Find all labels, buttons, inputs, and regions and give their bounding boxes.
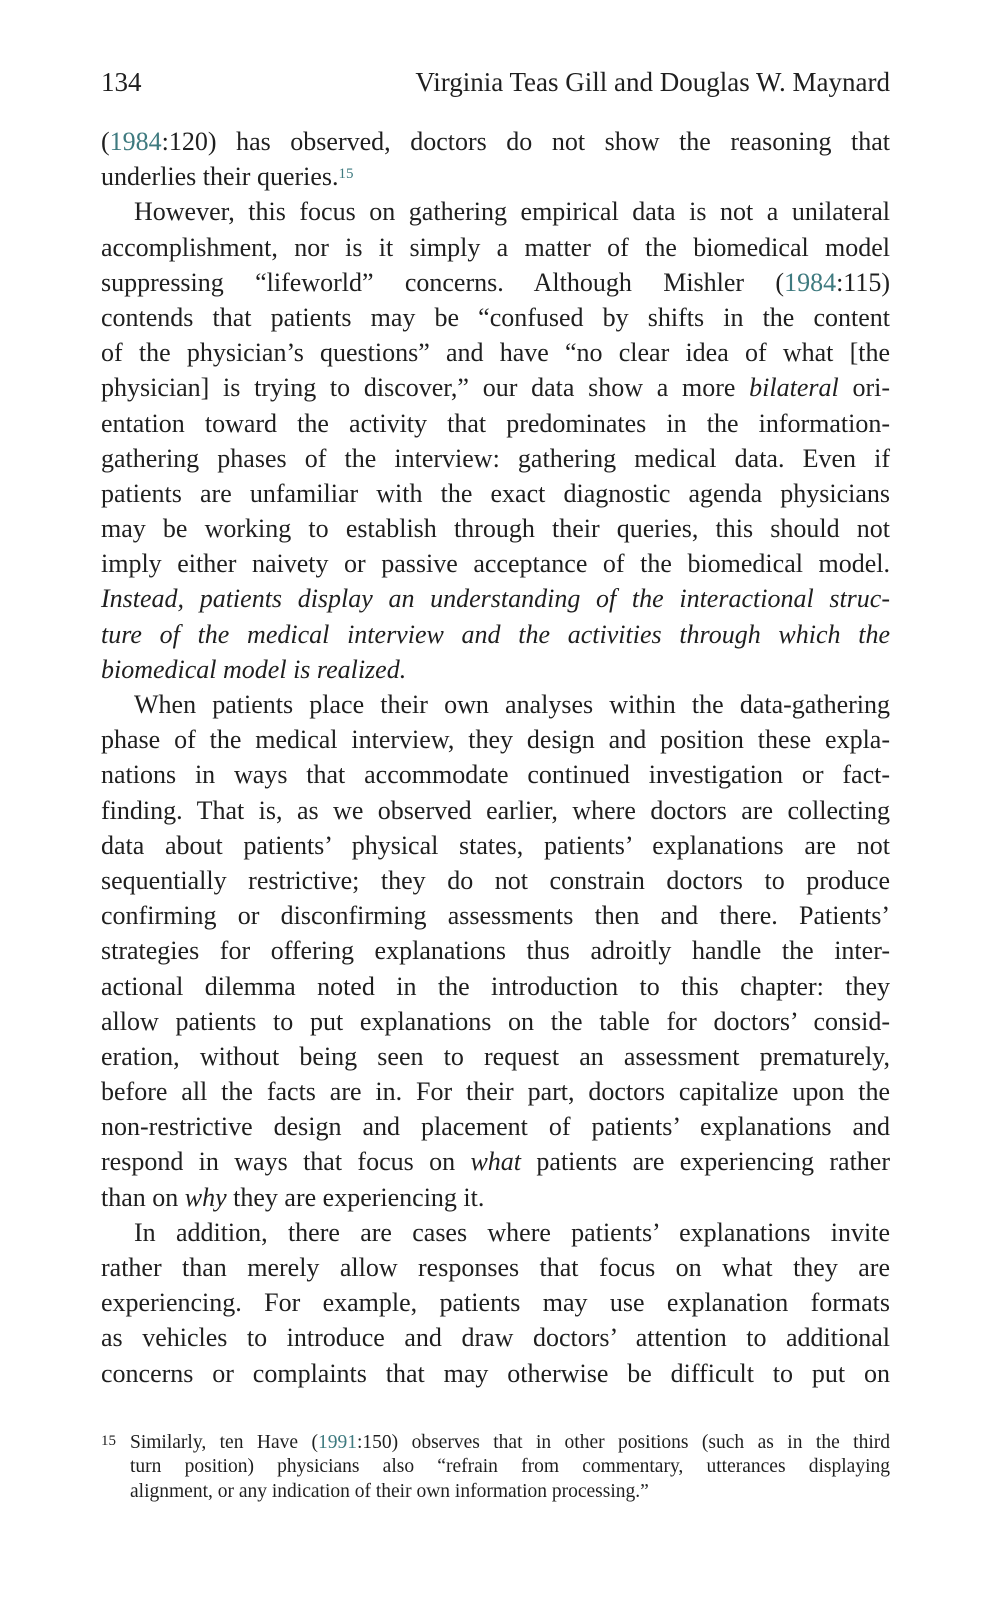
emphasis: what [470, 1147, 522, 1177]
footnote-mark: 15 [101, 1433, 116, 1449]
citation-link[interactable]: 1984 [109, 127, 162, 156]
citation-link[interactable]: 1991 [317, 1432, 357, 1453]
text-line: data about patients’ physical states, patients’ explanations are not [101, 830, 890, 860]
text-line: eration, without being seen to request an assessment prematurely, [101, 1041, 890, 1071]
citation-link[interactable]: 1984 [784, 267, 837, 297]
text-line: than on why they are experiencing it. [101, 1182, 485, 1212]
text-line: nations in ways that accommodate continued investigation or fact- [101, 760, 890, 790]
text-line: experiencing. For example, patients may use explanation formats [101, 1288, 890, 1318]
text-line: respond in ways that focus on what patients are experiencing rather [101, 1147, 890, 1177]
paragraph-start-line: When patients place their own analyses within the data-gathering [134, 690, 890, 719]
page-number: 134 [101, 67, 142, 97]
text-line: accomplishment, nor is it simply a matter of the biomedical model [101, 232, 890, 262]
text-line: allow patients to put explanations on the table for doctors’ consid- [101, 1006, 890, 1036]
text-line: strategies for offering explanations thus adroitly handle the inter- [101, 936, 890, 966]
footnote [101, 1431, 890, 1504]
text-line: physician] is trying to discover,” our data show a more bilateral ori- [101, 373, 891, 403]
footnote-ref-link[interactable]: 15 [338, 166, 354, 183]
text-line: imply either naivety or passive acceptance of the biomedical model. [101, 549, 890, 579]
running-head-authors: Virginia Teas Gill and Douglas W. Maynard [415, 67, 890, 97]
body-text [101, 124, 890, 1391]
text-line: gathering phases of the interview: gathering medical data. Even if [101, 443, 890, 473]
text-line: as vehicles to introduce and draw doctors’ attention to additional [101, 1323, 890, 1353]
text-line: may be working to establish through their queries, this should not [101, 514, 890, 544]
footnote-line: alignment, or any indication of their own information processing.” [130, 1480, 649, 1502]
italic-text-line: ture of the medical interview and the activities through which the [101, 619, 890, 649]
text-line: entation toward the activity that predominates in the information- [101, 408, 890, 438]
text-line: finding. That is, as we observed earlier, where doctors are collecting [101, 795, 890, 825]
text-line: contends that patients may be “confused by shifts in the content [101, 302, 890, 332]
emphasis: why [184, 1182, 227, 1212]
text-line: underlies their queries.$^{15}$ [101, 162, 354, 192]
running-head [101, 62, 890, 102]
emphasis: bilateral [749, 373, 839, 403]
text-line: rather than merely allow responses that focus on what they are [101, 1253, 890, 1282]
footnote-line: turn position) physicians also “refrain from commentary, utterances displaying [130, 1456, 890, 1478]
text-line: patients are unfamiliar with the exact diagnostic agenda physicians [101, 478, 890, 508]
text-line: sequentially restrictive; they do not constrain doctors to produce [101, 865, 890, 895]
italic-text-line: biomedical model is realized. [101, 654, 407, 684]
text-line: actional dilemma noted in the introduction to this chapter: they [101, 971, 890, 1001]
text-line: confirming or disconfirming assessments then and there. Patients’ [101, 901, 890, 931]
footnote-text [130, 1431, 890, 1504]
text-line: phase of the medical interview, they design and position these expla- [101, 725, 890, 755]
text-line: non-restrictive design and placement of patients’ explanations and [101, 1112, 890, 1142]
text-line: before all the facts are in. For their part, doctors capitalize upon the [101, 1077, 890, 1107]
paragraph-start-line: However, this focus on gathering empirical data is not a unilateral [134, 197, 890, 227]
text-line: of the physician’s questions” and have “no clear idea of what [the [101, 338, 890, 368]
text-line: (1984:120) has observed, doctors do not show the reasoning that [101, 127, 890, 156]
paragraph-start-line: In addition, there are cases where patients’ explanations invite [134, 1217, 890, 1247]
italic-text-line: Instead, patients display an understanding of the interactional struc- [101, 584, 890, 614]
text-line: suppressing “lifeworld” concerns. Although Mishler (1984:115) [101, 267, 890, 297]
text-line: concerns or complaints that may otherwise be difficult to put on [101, 1358, 890, 1388]
footnote-line: Similarly, ten Have (1991:150) observes that in other positions (such as in the third [130, 1432, 890, 1453]
